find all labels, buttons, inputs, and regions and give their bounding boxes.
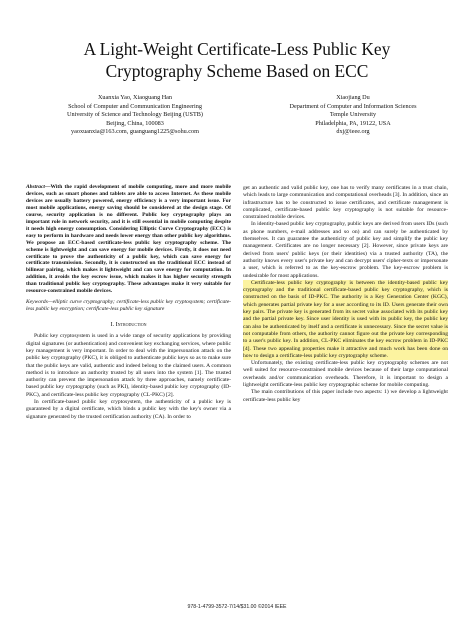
copyright-footer: 978-1-4799-3572-7/14/$31.00 ©2014 IEEE [187, 604, 287, 610]
paper-title [20, 38, 454, 82]
keywords-label: Keywords [26, 299, 48, 306]
abstract [26, 184, 231, 295]
title-line-2: Cryptography Scheme Based on ECC [105, 61, 369, 81]
affiliation-left-line-1: School of Computer and Communication Engineering [68, 103, 202, 111]
affiliation-right-line-3: Philadelphia, PA, 19122, USA [315, 119, 391, 127]
intro-paragraph-1: Public key cryptosystem is used in a wide range of security applications by providing digital signatures (or authentication) and convenient key exchanging services, where public key management is very important. In order to deal with the impersonation attack on the public key cryptography (PKC), it is obliged to authenticate public keys so as to make sure that the public keys are valid, authentic and indeed belong to the claimed users. A common method is to introduce an authority trusted by all users into the system [1]. The trusted authority can prevent the impersonation attack by three approaches, namely certificate-based public key cryptography (such as PKI), identity-based public key cryptography (ID-PKC), and certificate-less public key cryptography (CL-PKC) [2]. [26, 333, 231, 398]
title-line-1: A Light-Weight Certificate-Less Public Key [83, 39, 391, 59]
author-name-right: Xiaojiang Du [336, 94, 370, 101]
email-left: yaoxuanxia@163.com, guanguang1225@sohu.com [71, 127, 199, 135]
right-paragraph-2: In identity-based public key cryptography, public keys are derived from users IDs (such as phone numbers, e-mail addresses and so on) and can surely be authenticated by themselves. It can guarantee the authenticity of public key and simplify the public key management. Certificates are no longer necessary [2]. However, since private keys are derived from users' public keys (or their identities) via a trusted authority (TA), the authority knows every user's private key and can decrypt users' cipher-texts or impersonate a user, which is referred to as the key-escrow problem. The key-escrow problem is undesirable for most applications. [243, 221, 448, 279]
affiliation-left-line-3: Beijing, China, 100083 [106, 119, 164, 127]
author-block-right [258, 94, 448, 136]
right-paragraph-5: The main contributions of this paper include two aspects: 1) we develop a lightweight certificate-less public key [243, 389, 448, 403]
abstract-label: Abstract [26, 184, 45, 190]
keywords-text: —elliptic curve cryptography; certificate-less public key cryptosystem; certificate-less public key encryption; certificate-less public key signature [26, 299, 231, 313]
right-paragraph-1: get an authentic and valid public key, one has to verify many certificates in a trust chain, which leads to large communication and computational overheads [3]. In addition, since an infrastructure has to be constructed to issue certificates, and certificate management is complicated, certificate-based public key cryptography is not suitable for resource-constrained mobile devices. [243, 185, 448, 221]
affiliation-right-line-1: Department of Computer and Information Sciences [289, 103, 417, 111]
right-column [243, 185, 448, 404]
right-paragraph-4: Unfortunately, the existing certificate-less public key cryptography schemes are not well suited for resource-constrained mobile devices because of their large computational overheads and/or communication overheads. Therefore, it is important to design a lightweight certificate-less public key cryptographic scheme for mobile computing. [243, 360, 448, 389]
affiliation-left-line-2: University of Science and Technology Beijing (USTB) [67, 111, 203, 119]
author-block-left [30, 94, 240, 136]
keywords [26, 299, 231, 313]
author-name-left: Xuanxia Yao, Xiaoguang Han [97, 94, 173, 101]
section-heading-introduction: I. Introduction [110, 321, 147, 329]
left-column [26, 184, 231, 421]
affiliation-right-line-2: Temple University [329, 111, 377, 119]
intro-paragraph-2: In certificate-based public key cryptosystem, the authenticity of a public key is guaranteed by a digital certificate, which binds a public key with the key's owner via a signature generated by the trusted certification authority (CA). In order to [26, 399, 231, 420]
abstract-text: —With the rapid development of mobile computing, more and more mobile devices, such as smart phones and tablets are able to access Internet. As these mobile devices are usually battery powered, energy efficiency is a very important issue. For most mobile applications, energy saving should be considered at the design stage. Of course, security application is no different. Public key cryptography plays an important role in network security, and it is still essential in mobile computing despite it needs high energy consumption. Considering Elliptic Curve Cryptography (ECC) is easy to perform in hardware and needs lower energy than other public key algorithms. We propose an ECC-based certificate-less public key cryptography scheme. The scheme is lightweight and can save energy for mobile devices. Firstly, it does not need certificate to prove the authenticity of a public key, which can save energy for certificate transmission. Secondly, it is constructed on the traditional ECC instead of bilinear pairing, which makes it lightweight and can save energy for computation. In addition, it avoids the key escrow issue, which makes it has higher security strength than traditional public key cryptography. These advantages make it very suitable for resource-constrained mobile devices. [26, 184, 231, 295]
right-paragraph-3: Certificate-less public key cryptography is between the identity-based public key cryptography and the traditional certificate-based public key cryptography, which is constructed on the basis of ID-PKC. The authority is a Key Generation Center (KGC), which generates partial private key for a user according to its ID. Users generate their own key pairs. The private key is generated from its secret value associated with its public key and the partial private key. Since user identity is used with its public key, the public key can also be authenticated by itself and a certificate is unnecessary. Since the secret value is not computable from others, the authority cannot figure out the private key corresponding to a user's public key. In addition, CL-PKC eliminates the key escrow problem in ID-PKC [4]. These two appealing properties make it attractive and much work has been done on how to design a certificate-less public key cryptography scheme. [243, 279, 448, 359]
email-right: dxj@ieee.org [336, 127, 370, 135]
